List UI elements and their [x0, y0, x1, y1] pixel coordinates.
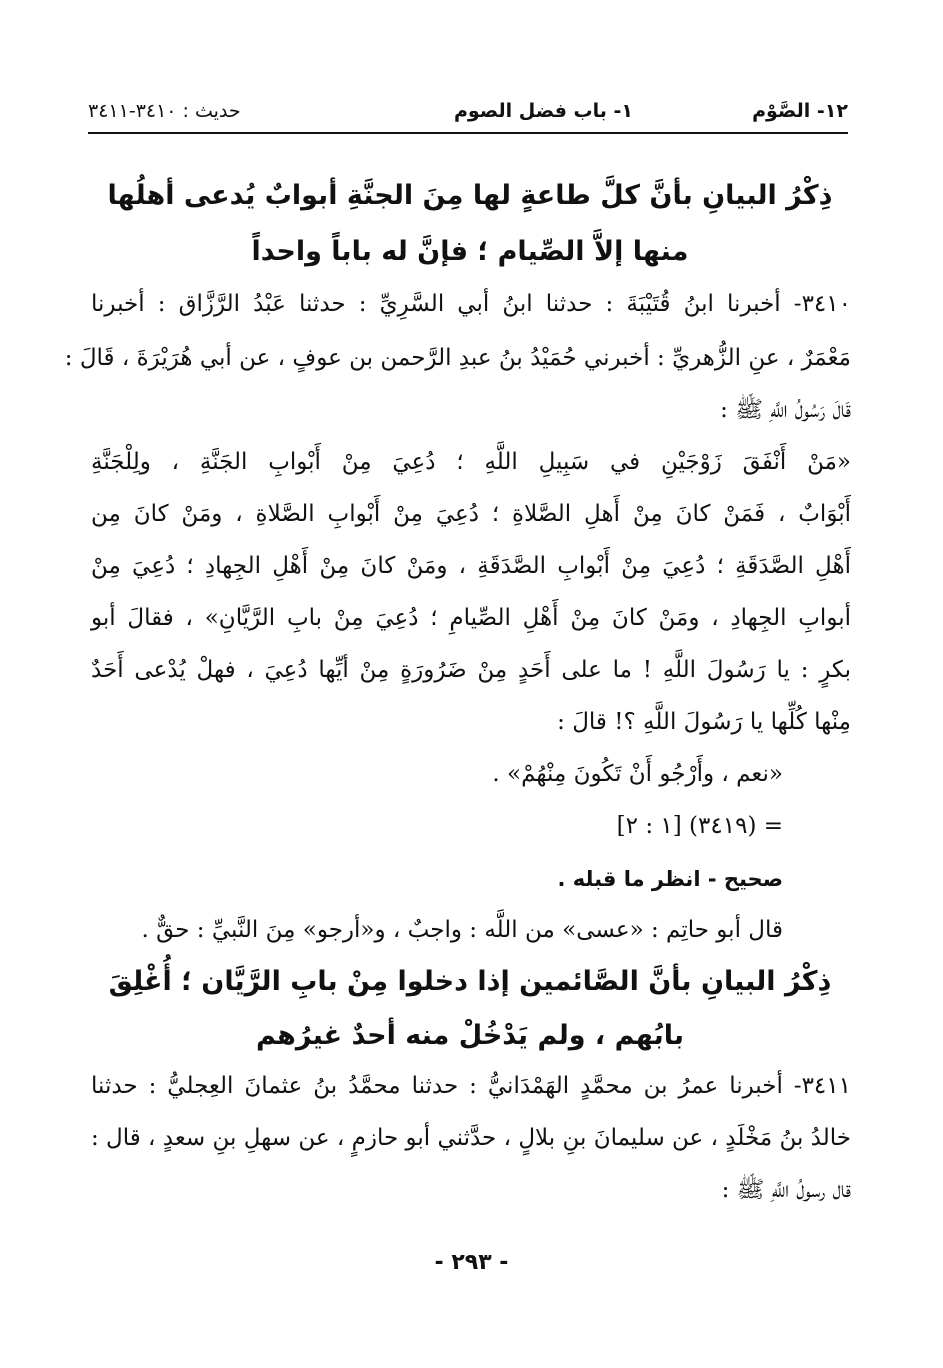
section-heading-line: منها إلاَّ الصِّيام ؛ فإنَّ له باباً واحداً	[251, 236, 689, 267]
isnad-line: قَالَ رَسُولُ اللَّهِ ﷺ :	[720, 397, 851, 423]
cross-reference: = (٣٤١٩) [١ : ٢]	[616, 813, 783, 839]
isnad-line: مَعْمَرٌ ، عنِ الزُّهريِّ : أخبرني حُمَيْدُ بنُ عبدِ الرَّحمن بن عوفٍ ، عن أبي هُرَيْرَةَ ، قَالَ :	[64, 345, 851, 371]
section-heading-line: بابُهم ، ولم يَدْخُلْ منه أحدٌ غيرُهم	[255, 1020, 685, 1051]
header-rule	[88, 132, 848, 134]
chapter-title: ١- باب فضل الصوم	[453, 100, 633, 122]
matn-line: أَبْوَابٌ ، فَمَنْ كانَ مِنْ أَهلِ الصَّلاةِ ؛ دُعِيَ مِنْ أَبْوابِ الصَّلاةِ ، ومَنْ كانَ مِن	[91, 501, 851, 527]
isnad-line: قال رسولُ اللَّهِ ﷺ :	[721, 1177, 851, 1203]
grade-line: صحيح - انظر ما قبله .	[557, 867, 783, 891]
matn-line: بكرٍ : يا رَسُولَ اللَّهِ ! ما على أَحَدٍ مِنْ ضَرُورَةٍ مِنْ أيِّها دُعِيَ ، فهلْ يُدْعى أَحَدٌ	[91, 657, 851, 683]
book-title: ١٢- الصَّوْم	[752, 100, 848, 122]
section-heading-line: ذِكْرُ البيانِ بأنَّ الصَّائمين إذا دخلوا مِنْ بابِ الرَّيَّان ؛ أُغْلِقَ	[108, 966, 832, 997]
isnad-line: ٣٤١٠- أخبرنا ابنُ قُتَيْبَةَ : حدثنا ابنُ أبي السَّرِيِّ : حدثنا عَبْدُ الرَّزَّاق : أخبرنا	[91, 291, 851, 317]
commentary-line: قال أبو حاتِم : «عسى» من اللَّه : واجبٌ ، و«أرجو» مِنَ النَّبيِّ : حقٌّ .	[141, 917, 783, 943]
isnad-line: خالدُ بنُ مَخْلَدٍ ، عن سليمانَ بنِ بلالٍ ، حدَّثني أبو حازمٍ ، عن سهلِ بنِ سعدٍ ، قال :	[90, 1125, 851, 1151]
matn-line: «مَنْ أَنْفَقَ زَوْجَيْنِ في سَبِيلِ اللَّهِ ؛ دُعِيَ مِنْ أَبْوابِ الجَنَّةِ ، ولِلْجَنَّةِ	[91, 449, 851, 475]
page-number: - ٢٩٣ -	[434, 1250, 509, 1275]
matn-line: أبوابِ الجِهادِ ، ومَنْ كانَ مِنْ أَهْلِ الصِّيامِ ؛ دُعِيَ مِنْ بابِ الرَّيَّانِ» ، فقالَ أبو	[91, 605, 851, 631]
hadith-range: حديث : ٣٤١٠-٣٤١١	[88, 100, 241, 122]
reply-line: «نعم ، وأَرْجُو أَنْ تَكُونَ مِنْهُمْ» .	[492, 761, 783, 787]
running-header	[88, 100, 848, 128]
matn-line: أَهْلِ الصَّدَقَةِ ؛ دُعِيَ مِنْ أَبْوابِ الصَّدَقَةِ ، ومَنْ كانَ مِنْ أَهْلِ الجِهادِ ؛ دُعِيَ مِنْ	[91, 553, 851, 579]
section-heading-line: ذِكْرُ البيانِ بأنَّ كلَّ طاعةٍ لها مِنَ الجنَّةِ أبوابٌ يُدعى أهلُها	[107, 180, 833, 211]
isnad-line: ٣٤١١- أخبرنا عمرُ بن محمَّدٍ الهَمْدَانيُّ : حدثنا محمَّدُ بنُ عثمانَ العِجليُّ : حدثنا	[91, 1073, 851, 1099]
matn-line: مِنْها كُلِّها يا رَسُولَ اللَّهِ ؟! قالَ :	[557, 709, 851, 735]
